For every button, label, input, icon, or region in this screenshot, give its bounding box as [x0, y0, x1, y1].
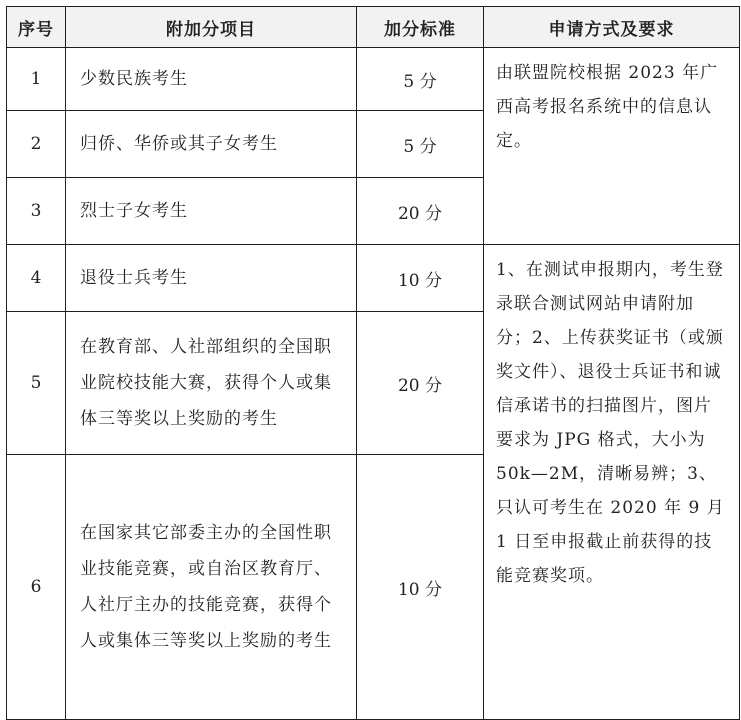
bonus-points-table	[6, 6, 740, 720]
row-item: 归侨、华侨或其子女考生	[66, 111, 357, 178]
table-body	[7, 48, 740, 720]
row-index: 1	[7, 48, 66, 111]
row-score: 20 分	[357, 178, 484, 245]
row-index: 3	[7, 178, 66, 245]
header-index: 序号	[7, 7, 66, 48]
row-index: 5	[7, 312, 66, 455]
row-item: 少数民族考生	[66, 48, 357, 111]
row-index: 4	[7, 245, 66, 312]
row-score: 20 分	[357, 312, 484, 455]
method-cell-recognition: 由联盟院校根据 2023 年广西高考报名系统中的信息认定。	[484, 48, 740, 245]
header-item: 附加分项目	[66, 7, 357, 48]
table-row	[7, 48, 740, 111]
row-item: 烈士子女考生	[66, 178, 357, 245]
table-row	[7, 245, 740, 312]
table-header	[7, 7, 740, 48]
row-item: 在教育部、人社部组织的全国职业院校技能大赛，获得个人或集体三等奖以上奖励的考生	[66, 312, 357, 455]
header-method: 申请方式及要求	[484, 7, 740, 48]
method-cell-application: 1、在测试申报期内，考生登录联合测试网站申请附加分；2、上传获奖证书（或颁奖文件）、退役士兵证书和诚信承诺书的扫描图片，图片要求为 JPG 格式，大小为 50k—2M，清晰易辨；3、只认可考生在 2020 年 9 月 1 日至申报截止前获得的技能竞赛奖项。	[484, 245, 740, 720]
header-row	[7, 7, 740, 48]
row-score: 5 分	[357, 111, 484, 178]
row-score: 10 分	[357, 245, 484, 312]
row-item: 在国家其它部委主办的全国性职业技能竞赛，或自治区教育厅、人社厅主办的技能竞赛，获得个人或集体三等奖以上奖励的考生	[66, 455, 357, 720]
row-score: 5 分	[357, 48, 484, 111]
row-score: 10 分	[357, 455, 484, 720]
row-index: 2	[7, 111, 66, 178]
row-item: 退役士兵考生	[66, 245, 357, 312]
row-index: 6	[7, 455, 66, 720]
header-score: 加分标准	[357, 7, 484, 48]
